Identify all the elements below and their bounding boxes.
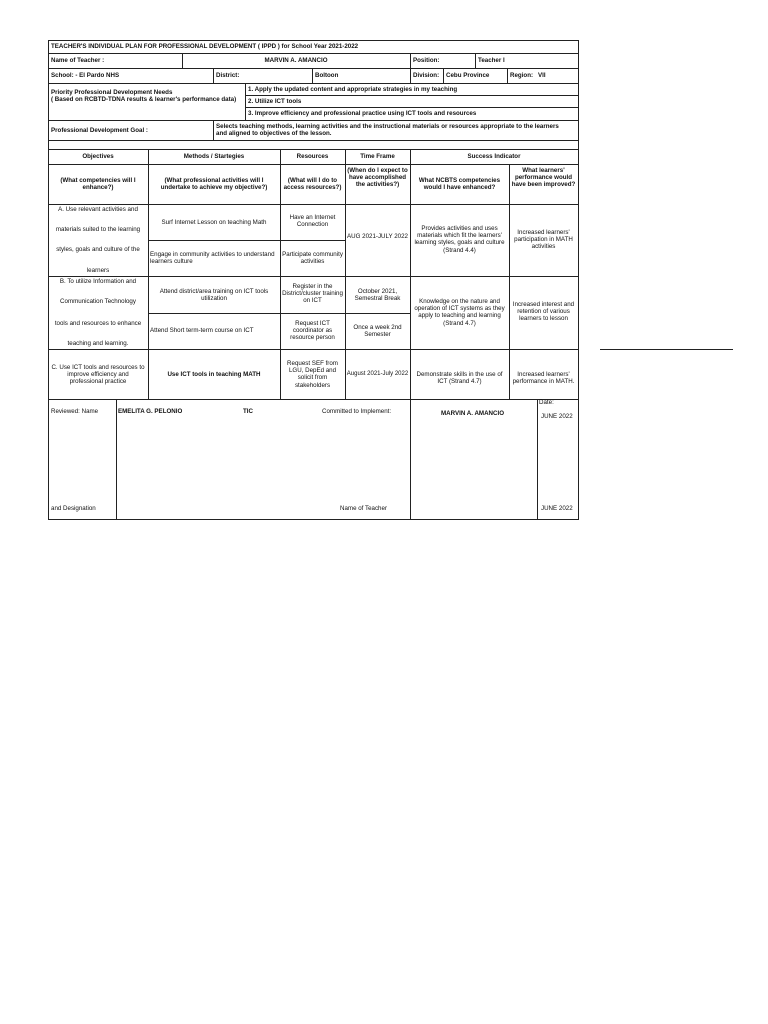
reviewed-label-2: and Designation [51,505,96,512]
row-a-competency: Provides activities and uses materials which fit the learners' learning styles, goals and culture (Strand 4.4) [414,225,505,254]
committed-teacher-name: MARVIN A. AMANCIO [441,410,505,417]
goal-value: Selects teaching methods, learning activities and the instructional materials or resources appropriate to the learners and aligned to objectives of the lesson. [216,123,559,138]
row-c-performance: Increased learners' performance in MATH. [512,371,575,386]
subheader-methods: (What professional activities will I undertake to achieve my objective?) [160,177,268,192]
row-b-timeframe-2: Once a week 2nd Semester [353,324,402,339]
district-value: Boltoon [315,72,339,79]
row-a-objective-line-1: A. Use relevant activities and [58,206,138,213]
reviewed-label: Reviewed: Name [51,408,99,415]
name-label: Name of Teacher : [51,57,105,64]
row-a-resource-2: Participate community activities [282,251,343,266]
subheader-resources: (What will I do to access resources?) [283,177,342,192]
teacher-name: MARVIN A. AMANCIO [264,57,328,64]
row-a-objective-line-2: materials suited to the learning [55,226,141,233]
row-c-objective: C. Use ICT tools and resources to improve efficiency and professional practice [51,364,145,386]
header-methods: Methods / Startegies [183,153,245,160]
division-label: Division: [413,72,440,79]
reviewer-designation: TIC [243,408,253,415]
date-value-bottom: JUNE 2022 [541,505,573,512]
row-a-timeframe: AUG 2021-JULY 2022 [347,233,408,240]
row-b-resource-2: Request ICT coordinator as resource person [290,320,335,342]
row-a-method-2: Engage in community activities to understand learners culture [150,251,275,266]
header-objectives: Objectives [82,153,114,160]
row-c-competency: Demonstrate skills in the use of ICT (Strand 4.7) [416,371,503,386]
row-c-timeframe: August 2021-July 2022 [346,371,409,377]
row-c-method: Use ICT tools in teaching MATH [167,371,261,378]
header-resources: Resources [296,153,329,160]
region-label: Region: [510,72,534,79]
row-a-objective-line-4: learners [86,267,110,274]
school-label: School: - El Pardo NHS [51,72,120,79]
row-a-objective-line-3: styles, goals and culture of the [56,246,140,253]
header-timeframe: Time Frame [360,153,395,160]
row-a-performance: Increased learners' participation in MATH activities [514,229,573,251]
region-value: VII [538,72,546,79]
district-label: District: [216,72,240,79]
row-b-competency: Knowledge on the nature and operation of ICT systems as they apply to teaching and learning (Strand 4.7) [414,298,505,327]
needs-label: Priority Professional Development Needs ( Based on RCBTD-TDNA results & learner's performance data) [51,89,237,104]
subheader-competency: What NCBTS competencies would I have enhanced? [418,177,501,192]
subheader-objectives: (What competencies will I enhance?) [60,177,136,192]
row-b-resource-1: Register in the District/cluster training on ICT [282,283,343,305]
row-b-objective-line-1: B. To utilize Information and [59,278,137,285]
committed-label: Committed to Implement: [322,408,392,415]
row-b-performance: Increased interest and retention of various learners to lesson [512,301,575,323]
subheader-timeframe: (When do I expect to have accomplished the activities?) [347,167,408,189]
committed-label-2: Name of Teacher [340,505,388,512]
goal-label: Professional Development Goal : [51,127,148,134]
header-success: Success Indicator [467,153,521,160]
need-item-3: 3. Improve efficiency and professional practice using ICT tools and resources [248,110,477,117]
subheader-performance: What learners' performance would have been improved? [511,167,576,189]
row-c-resource: Request SEF from LGU, DepEd and solicit from stakeholders [287,360,338,389]
row-a-method-1: Surf Internet Lesson on teaching Math [161,219,267,226]
division-value: Cebu Province [446,72,490,79]
row-b-objective-line-3: tools and resources to enhance [54,320,142,327]
row-b-method-2: Attend Short term-term course on ICT [150,327,254,334]
date-value: JUNE 2022 [541,413,573,420]
position-value: Teacher I [478,57,505,64]
row-a-resource-1: Have an Internet Connection [289,214,336,229]
row-b-timeframe-1: October 2021, Semestral Break [354,288,401,303]
need-item-2: 2. Utilize ICT tools [248,98,302,105]
row-b-objective-line-4: teaching and learning. [67,340,129,347]
document-title: TEACHER'S INDIVIDUAL PLAN FOR PROFESSIONAL DEVELOPMENT ( IPPD ) for School Year 2021-2022 [51,43,359,50]
row-b-objective-line-2: Communication Technology [60,298,136,305]
date-label: Date: [539,399,554,406]
reviewer-name: EMELITA G. PELONIO [118,408,183,415]
position-label: Position: [413,57,440,64]
need-item-1: 1. Apply the updated content and appropriate strategies in my teaching [248,86,458,93]
row-b-method-1: Attend district/area training on ICT tools utilization [159,288,269,303]
